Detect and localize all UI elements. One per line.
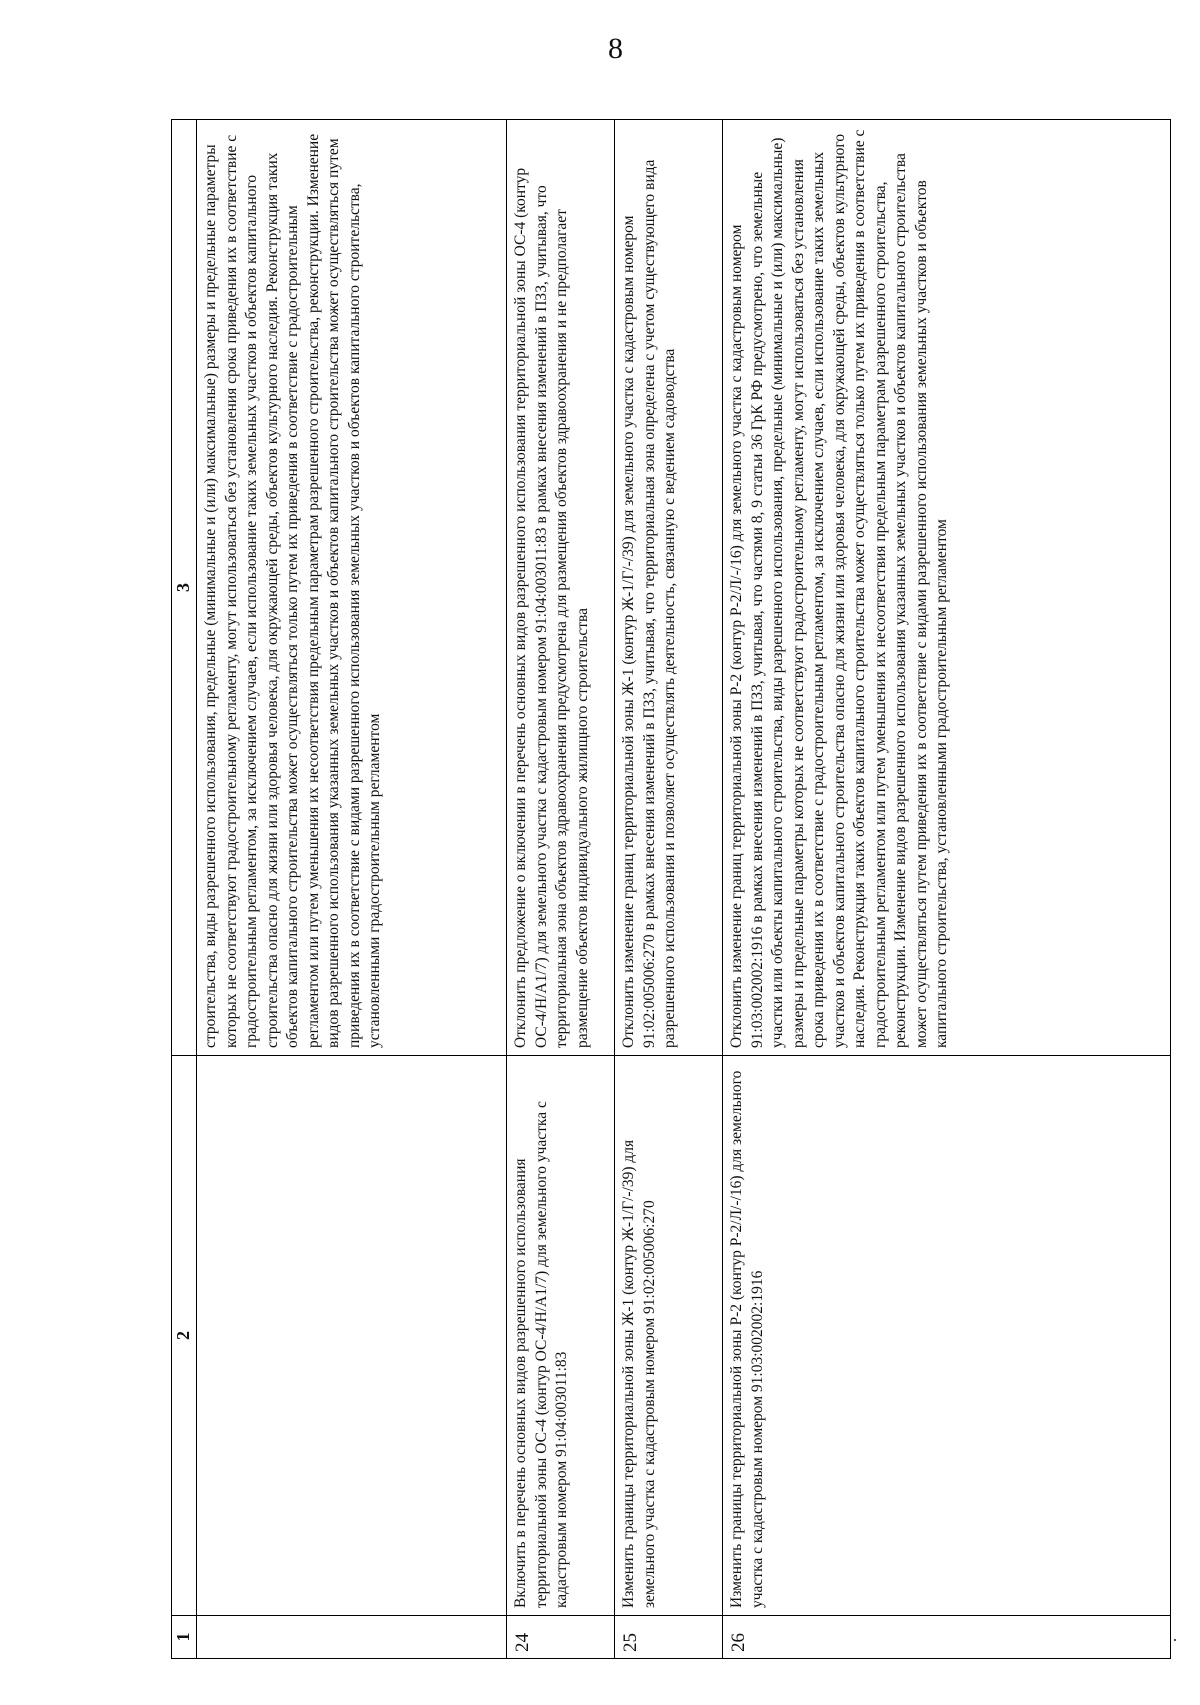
table-row	[615, 120, 723, 1659]
row-number	[197, 1616, 507, 1659]
row-number: 24	[507, 1616, 615, 1659]
page-number: 8	[608, 32, 623, 65]
decision-cell: Отклонить предложение о включении в перечень основных видов разрешенного использования территориальной зоны ОС-4 (контур ОС-4/Н/А1/7) для земельного участка с кадастровым номером 91:04:003011:83 в рамках внесения изменений в ПЗЗ, учитывая, что территориальная зона объектов здравоохранения предусмотрена для размещения объектов здравоохранения и не предполагает размещение объектов индивидуального жилищного строительства	[507, 120, 615, 1056]
table-header-row	[172, 120, 197, 1659]
proposal-cell: Изменить границы территориальной зоны Ж-1 (контур Ж-1/Г/-/39) для земельного участка с кадастровым номером 91:02:005006:270	[615, 1056, 723, 1616]
decision-cell: Отклонить изменение границ территориальной зоны Р-2 (контур Р-2/Л/-/16) для земельного участка с кадастровым номером 91:03:002002:1916 в рамках внесения изменений в ПЗЗ, учитывая, что частями 8, 9 статьи 36 ГрК РФ предусмотрено, что земельные участки или объекты капитального строительства, виды разрешенного использования, предельные (минимальные и (или) максимальные) размеры и предельные параметры которых не соответствуют градостроительному регламенту, могут использоваться без установления срока приведения их в соответствие с градостроительным регламентом, за исключением случаев, если использование таких земельных участков и объектов капитального строительства опасно для жизни или здоровья человека, для окружающей среды, объектов культурного наследия. Реконструкция таких объектов капитального строительства может осуществляться только путем их приведения в соответствие с градостроительным регламентом или путем уменьшения их несоответствия предельным параметрам разрешенного строительства, реконструкции. Изменение видов разрешенного использования указанных земельных участков и объектов капитального строительства может осуществляться путем приведения их в соответствие с видами разрешенного использования земельных участков и объектов капитального строительства, установленными градостроительным регламентом	[723, 120, 1171, 1056]
scan-speck-mark: ·	[1172, 1630, 1178, 1650]
proposal-cell	[197, 1056, 507, 1616]
table-row	[507, 120, 615, 1659]
table-row	[723, 120, 1171, 1659]
table-row	[197, 120, 507, 1659]
row-number: 26	[723, 1616, 1171, 1659]
decision-cell: Отклонить изменение границ территориальной зоны Ж-1 (контур Ж-1/Г/-/39) для земельного участка с кадастровым номером 91:02:005006:270 в рамках внесения изменений в ПЗЗ, учитывая, что территориальная зона определена с учетом существующего вида разрешенного использования и позволяет осуществлять деятельность, связанную с ведением садоводства	[615, 120, 723, 1056]
proposal-cell: Изменить границы территориальной зоны Р-2 (контур Р-2/Л/-/16) для земельного участка с кадастровым номером 91:03:002002:1916	[723, 1056, 1171, 1616]
row-number: 25	[615, 1616, 723, 1659]
decision-cell: строительства, виды разрешенного использования, предельные (минимальные и (или) максимальные) размеры и предельные параметры которых не соответствуют градостроительному регламенту, могут использоваться без установления срока приведения их в соответствие с градостроительным регламентом, за исключением случаев, если использование таких земельных участков и объектов капитального строительства опасно для жизни или здоровья человека, для окружающей среды, объектов культурного наследия. Реконструкция таких объектов капитального строительства может осуществляться только путем их приведения в соответствие с градостроительным регламентом или путем уменьшения их несоответствия предельным параметрам разрешенного строительства, реконструкции. Изменение видов разрешенного использования указанных земельных участков и объектов капитального строительства может осуществляться путем приведения их в соответствие с видами разрешенного использования земельных участков и объектов капитального строительства, установленными градостроительным регламентом	[197, 120, 507, 1056]
column-header-1: 1	[172, 1616, 197, 1659]
column-header-2: 2	[172, 1056, 197, 1616]
proposals-table	[171, 119, 1171, 1659]
column-header-3: 3	[172, 120, 197, 1056]
proposal-cell: Включить в перечень основных видов разрешенного использования территориальной зоны ОС-4 (контур ОС-4/Н/А1/7) для земельного участка с кадастровым номером 91:04:003011:83	[507, 1056, 615, 1616]
rotated-table-container	[171, 119, 1171, 1659]
